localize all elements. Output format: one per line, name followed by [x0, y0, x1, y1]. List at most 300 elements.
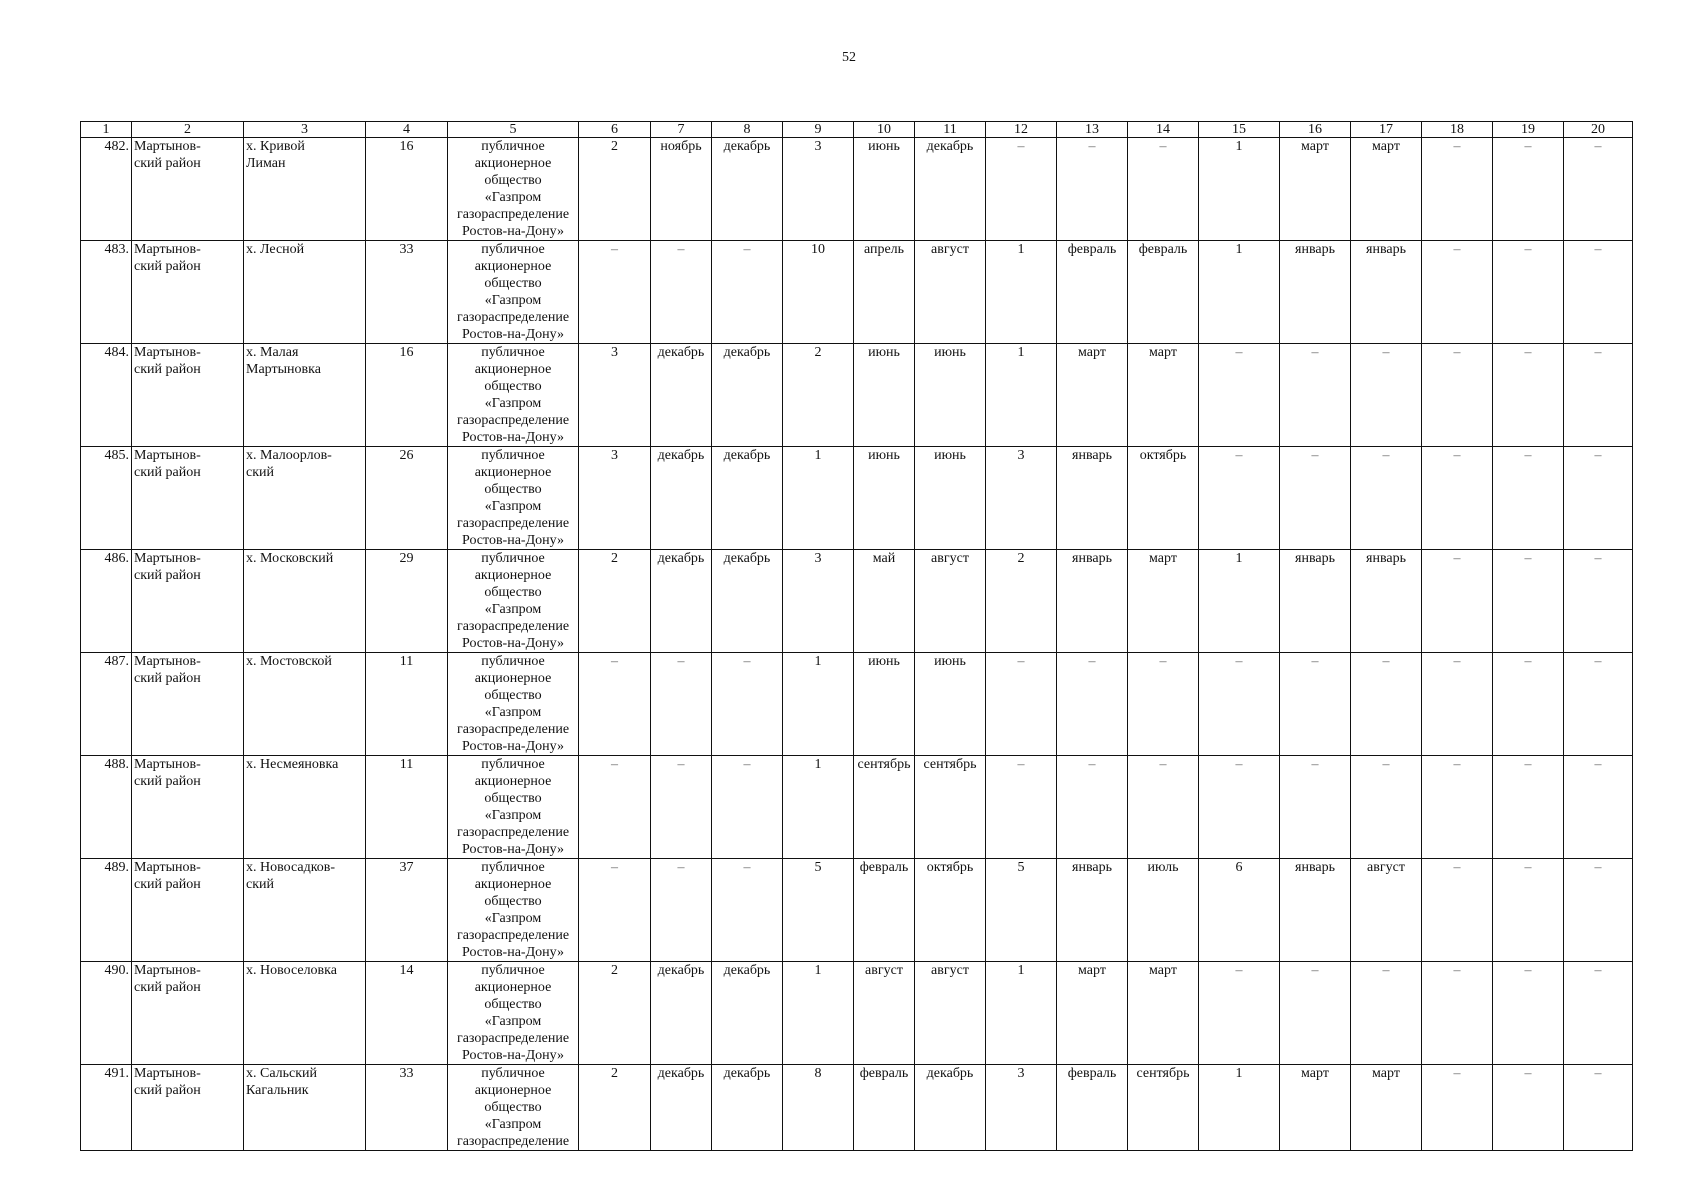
- owner-line: акционерное: [474, 774, 552, 789]
- owner-line: газораспределение: [456, 722, 570, 737]
- owner-line: газораспределение: [456, 310, 570, 325]
- owner-line: «Газпром: [484, 1117, 542, 1132]
- cell-c13: февраль: [1057, 1065, 1128, 1151]
- cell-c19: –: [1493, 653, 1564, 756]
- cell-c14: октябрь: [1128, 447, 1199, 550]
- owner-line: общество: [484, 585, 542, 600]
- settlement-cell: [244, 241, 366, 344]
- settlement-cell: [244, 859, 366, 962]
- owner-line: Ростов-на-Дону»: [462, 636, 564, 651]
- settlement-cell: [244, 344, 366, 447]
- cell-c13: –: [1057, 138, 1128, 241]
- cell-c7: ноябрь: [651, 138, 712, 241]
- cell-c9: 2: [783, 344, 854, 447]
- row-number: 486.: [81, 550, 132, 653]
- cell-c14: –: [1128, 653, 1199, 756]
- cell-c11: август: [915, 550, 986, 653]
- cell-c9: 8: [783, 1065, 854, 1151]
- district-line: ский район: [134, 877, 201, 892]
- cell-c12: 5: [986, 859, 1057, 962]
- row-number: 490.: [81, 962, 132, 1065]
- district-line: Мартынов-: [134, 448, 201, 463]
- cell-c15: –: [1199, 653, 1280, 756]
- cell-c19: –: [1493, 344, 1564, 447]
- district-line: ский район: [134, 156, 201, 171]
- owner-line: акционерное: [474, 259, 552, 274]
- settlement-line: х. Новоселовка: [246, 963, 337, 978]
- owner-line: акционерное: [474, 980, 552, 995]
- owner-line: «Газпром: [484, 190, 542, 205]
- owner-cell: [448, 344, 579, 447]
- cell-c8: декабрь: [712, 1065, 783, 1151]
- cell-c20: –: [1564, 344, 1633, 447]
- cell-c6: 2: [579, 1065, 651, 1151]
- owner-line: акционерное: [474, 156, 552, 171]
- cell-c8: декабрь: [712, 344, 783, 447]
- owner-line: общество: [484, 173, 542, 188]
- cell-c9: 1: [783, 756, 854, 859]
- settlement-line: х. Малая: [246, 345, 299, 360]
- cell-c13: март: [1057, 344, 1128, 447]
- settlement-line: х. Несмеяновка: [246, 757, 339, 772]
- cell-c20: –: [1564, 550, 1633, 653]
- district-cell: [132, 138, 244, 241]
- settlement-line: ский: [246, 465, 274, 480]
- cell-c10: апрель: [854, 241, 915, 344]
- column-number-2: 2: [132, 122, 244, 138]
- cell-c9: 1: [783, 653, 854, 756]
- cell-c19: –: [1493, 756, 1564, 859]
- cell-c12: –: [986, 138, 1057, 241]
- owner-line: Ростов-на-Дону»: [462, 945, 564, 960]
- object-count: 14: [366, 962, 448, 1065]
- row-number: 489.: [81, 859, 132, 962]
- owner-line: акционерное: [474, 1083, 552, 1098]
- district-line: Мартынов-: [134, 654, 201, 669]
- district-line: Мартынов-: [134, 345, 201, 360]
- owner-line: общество: [484, 482, 542, 497]
- cell-c18: –: [1422, 447, 1493, 550]
- cell-c13: март: [1057, 962, 1128, 1065]
- cell-c6: –: [579, 859, 651, 962]
- owner-line: общество: [484, 1100, 542, 1115]
- owner-line: Ростов-на-Дону»: [462, 1048, 564, 1063]
- table-row: [81, 344, 1633, 447]
- cell-c17: январь: [1351, 241, 1422, 344]
- cell-c9: 10: [783, 241, 854, 344]
- cell-c19: –: [1493, 241, 1564, 344]
- cell-c7: –: [651, 653, 712, 756]
- cell-c17: –: [1351, 756, 1422, 859]
- column-number-9: 9: [783, 122, 854, 138]
- district-cell: [132, 859, 244, 962]
- settlement-line: х. Кривой: [246, 139, 305, 154]
- cell-c19: –: [1493, 859, 1564, 962]
- settlement-cell: [244, 447, 366, 550]
- settlement-cell: [244, 138, 366, 241]
- row-number: 487.: [81, 653, 132, 756]
- cell-c20: –: [1564, 447, 1633, 550]
- cell-c17: март: [1351, 1065, 1422, 1151]
- cell-c10: август: [854, 962, 915, 1065]
- settlement-line: х. Новосадков-: [246, 860, 336, 875]
- cell-c14: сентябрь: [1128, 1065, 1199, 1151]
- cell-c20: –: [1564, 962, 1633, 1065]
- owner-line: публичное: [481, 242, 545, 257]
- cell-c18: –: [1422, 756, 1493, 859]
- cell-c17: март: [1351, 138, 1422, 241]
- cell-c8: декабрь: [712, 550, 783, 653]
- cell-c6: –: [579, 241, 651, 344]
- cell-c15: 1: [1199, 138, 1280, 241]
- owner-line: «Газпром: [484, 602, 542, 617]
- cell-c11: декабрь: [915, 1065, 986, 1151]
- cell-c18: –: [1422, 1065, 1493, 1151]
- cell-c13: –: [1057, 756, 1128, 859]
- owner-line: акционерное: [474, 465, 552, 480]
- owner-line: Ростов-на-Дону»: [462, 224, 564, 239]
- cell-c15: –: [1199, 447, 1280, 550]
- district-line: ский район: [134, 568, 201, 583]
- cell-c10: февраль: [854, 1065, 915, 1151]
- owner-line: акционерное: [474, 568, 552, 583]
- object-count: 16: [366, 344, 448, 447]
- owner-line: «Газпром: [484, 396, 542, 411]
- settlement-cell: [244, 653, 366, 756]
- column-number-14: 14: [1128, 122, 1199, 138]
- cell-c16: –: [1280, 962, 1351, 1065]
- object-count: 11: [366, 653, 448, 756]
- district-line: ский район: [134, 465, 201, 480]
- cell-c8: –: [712, 241, 783, 344]
- cell-c14: –: [1128, 756, 1199, 859]
- cell-c20: –: [1564, 653, 1633, 756]
- column-number-19: 19: [1493, 122, 1564, 138]
- cell-c7: декабрь: [651, 550, 712, 653]
- cell-c11: июнь: [915, 344, 986, 447]
- cell-c8: декабрь: [712, 962, 783, 1065]
- cell-c8: декабрь: [712, 447, 783, 550]
- owner-cell: [448, 859, 579, 962]
- cell-c19: –: [1493, 447, 1564, 550]
- district-line: Мартынов-: [134, 963, 201, 978]
- owner-line: публичное: [481, 448, 545, 463]
- district-cell: [132, 962, 244, 1065]
- cell-c14: март: [1128, 550, 1199, 653]
- cell-c18: –: [1422, 241, 1493, 344]
- cell-c13: январь: [1057, 550, 1128, 653]
- column-number-4: 4: [366, 122, 448, 138]
- cell-c19: –: [1493, 138, 1564, 241]
- district-line: Мартынов-: [134, 551, 201, 566]
- settlement-cell: [244, 550, 366, 653]
- cell-c18: –: [1422, 138, 1493, 241]
- cell-c6: 2: [579, 550, 651, 653]
- owner-line: публичное: [481, 345, 545, 360]
- object-count: 33: [366, 1065, 448, 1151]
- column-number-15: 15: [1199, 122, 1280, 138]
- district-line: Мартынов-: [134, 1066, 201, 1081]
- owner-line: общество: [484, 894, 542, 909]
- cell-c7: –: [651, 756, 712, 859]
- owner-line: публичное: [481, 139, 545, 154]
- table-row: [81, 859, 1633, 962]
- owner-line: газораспределение: [456, 825, 570, 840]
- cell-c6: –: [579, 756, 651, 859]
- row-number: 491.: [81, 1065, 132, 1151]
- cell-c20: –: [1564, 138, 1633, 241]
- owner-line: акционерное: [474, 671, 552, 686]
- column-number-16: 16: [1280, 122, 1351, 138]
- owner-line: «Газпром: [484, 808, 542, 823]
- cell-c11: июнь: [915, 447, 986, 550]
- owner-cell: [448, 447, 579, 550]
- settlement-line: Лиман: [246, 156, 286, 171]
- cell-c12: 2: [986, 550, 1057, 653]
- cell-c14: март: [1128, 962, 1199, 1065]
- cell-c14: июль: [1128, 859, 1199, 962]
- district-line: Мартынов-: [134, 242, 201, 257]
- column-number-13: 13: [1057, 122, 1128, 138]
- owner-line: общество: [484, 791, 542, 806]
- column-number-8: 8: [712, 122, 783, 138]
- settlement-cell: [244, 756, 366, 859]
- district-line: ский район: [134, 259, 201, 274]
- owner-line: акционерное: [474, 362, 552, 377]
- object-count: 26: [366, 447, 448, 550]
- owner-line: общество: [484, 276, 542, 291]
- cell-c13: январь: [1057, 859, 1128, 962]
- settlement-line: Мартыновка: [246, 362, 321, 377]
- settlement-line: ский: [246, 877, 274, 892]
- object-count: 29: [366, 550, 448, 653]
- column-number-header-row: [81, 122, 1633, 138]
- cell-c20: –: [1564, 241, 1633, 344]
- page-number: 52: [842, 50, 856, 65]
- cell-c10: февраль: [854, 859, 915, 962]
- cell-c7: декабрь: [651, 447, 712, 550]
- cell-c17: август: [1351, 859, 1422, 962]
- owner-line: акционерное: [474, 877, 552, 892]
- owner-line: Ростов-на-Дону»: [462, 739, 564, 754]
- cell-c15: 6: [1199, 859, 1280, 962]
- cell-c16: –: [1280, 653, 1351, 756]
- cell-c17: –: [1351, 653, 1422, 756]
- district-cell: [132, 344, 244, 447]
- settlement-cell: [244, 962, 366, 1065]
- column-number-20: 20: [1564, 122, 1633, 138]
- cell-c11: сентябрь: [915, 756, 986, 859]
- owner-cell: [448, 138, 579, 241]
- owner-line: общество: [484, 688, 542, 703]
- cell-c12: 1: [986, 344, 1057, 447]
- owner-line: публичное: [481, 963, 545, 978]
- cell-c12: 1: [986, 241, 1057, 344]
- district-cell: [132, 241, 244, 344]
- cell-c12: –: [986, 756, 1057, 859]
- cell-c18: –: [1422, 550, 1493, 653]
- district-cell: [132, 756, 244, 859]
- cell-c6: 3: [579, 447, 651, 550]
- cell-c16: январь: [1280, 550, 1351, 653]
- cell-c11: июнь: [915, 653, 986, 756]
- owner-line: публичное: [481, 1066, 545, 1081]
- object-count: 11: [366, 756, 448, 859]
- cell-c6: –: [579, 653, 651, 756]
- cell-c18: –: [1422, 859, 1493, 962]
- owner-line: Ростов-на-Дону»: [462, 842, 564, 857]
- cell-c16: январь: [1280, 859, 1351, 962]
- cell-c13: февраль: [1057, 241, 1128, 344]
- cell-c6: 2: [579, 138, 651, 241]
- row-number: 484.: [81, 344, 132, 447]
- cell-c16: март: [1280, 1065, 1351, 1151]
- settlement-line: х. Сальский: [246, 1066, 318, 1081]
- cell-c12: 1: [986, 962, 1057, 1065]
- settlement-line: Кагальник: [246, 1083, 309, 1098]
- column-number-12: 12: [986, 122, 1057, 138]
- owner-line: газораспределение: [456, 1031, 570, 1046]
- cell-c15: 1: [1199, 550, 1280, 653]
- cell-c11: август: [915, 241, 986, 344]
- cell-c10: июнь: [854, 447, 915, 550]
- owner-line: общество: [484, 997, 542, 1012]
- column-number-17: 17: [1351, 122, 1422, 138]
- owner-cell: [448, 241, 579, 344]
- object-count: 37: [366, 859, 448, 962]
- district-line: ский район: [134, 1083, 201, 1098]
- owner-line: «Газпром: [484, 705, 542, 720]
- column-number-11: 11: [915, 122, 986, 138]
- owner-line: газораспределение: [456, 516, 570, 531]
- owner-line: «Газпром: [484, 293, 542, 308]
- settlement-line: х. Мостовской: [246, 654, 332, 669]
- table-row: [81, 241, 1633, 344]
- cell-c7: –: [651, 859, 712, 962]
- cell-c13: –: [1057, 653, 1128, 756]
- cell-c14: –: [1128, 138, 1199, 241]
- cell-c20: –: [1564, 1065, 1633, 1151]
- cell-c17: –: [1351, 962, 1422, 1065]
- object-count: 16: [366, 138, 448, 241]
- gasification-schedule-table: [80, 121, 1633, 1151]
- cell-c11: октябрь: [915, 859, 986, 962]
- owner-line: «Газпром: [484, 1014, 542, 1029]
- district-line: ский район: [134, 774, 201, 789]
- column-number-18: 18: [1422, 122, 1493, 138]
- cell-c19: –: [1493, 550, 1564, 653]
- cell-c11: август: [915, 962, 986, 1065]
- cell-c17: –: [1351, 344, 1422, 447]
- cell-c17: –: [1351, 447, 1422, 550]
- cell-c17: январь: [1351, 550, 1422, 653]
- owner-cell: [448, 1065, 579, 1151]
- table-row: [81, 550, 1633, 653]
- table-row: [81, 962, 1633, 1065]
- column-number-6: 6: [579, 122, 651, 138]
- table-row: [81, 1065, 1633, 1151]
- owner-cell: [448, 962, 579, 1065]
- owner-line: публичное: [481, 860, 545, 875]
- owner-line: общество: [484, 379, 542, 394]
- owner-cell: [448, 756, 579, 859]
- cell-c16: –: [1280, 344, 1351, 447]
- object-count: 33: [366, 241, 448, 344]
- district-line: Мартынов-: [134, 139, 201, 154]
- cell-c10: июнь: [854, 138, 915, 241]
- cell-c16: январь: [1280, 241, 1351, 344]
- table-row: [81, 653, 1633, 756]
- owner-line: Ростов-на-Дону»: [462, 533, 564, 548]
- owner-line: газораспределение: [456, 619, 570, 634]
- cell-c7: –: [651, 241, 712, 344]
- cell-c9: 1: [783, 962, 854, 1065]
- district-cell: [132, 447, 244, 550]
- cell-c11: декабрь: [915, 138, 986, 241]
- cell-c9: 1: [783, 447, 854, 550]
- table-row: [81, 756, 1633, 859]
- cell-c9: 5: [783, 859, 854, 962]
- cell-c15: 1: [1199, 1065, 1280, 1151]
- column-number-1: 1: [81, 122, 132, 138]
- row-number: 488.: [81, 756, 132, 859]
- cell-c6: 2: [579, 962, 651, 1065]
- cell-c8: –: [712, 859, 783, 962]
- district-cell: [132, 1065, 244, 1151]
- cell-c16: –: [1280, 756, 1351, 859]
- cell-c19: –: [1493, 962, 1564, 1065]
- cell-c12: –: [986, 653, 1057, 756]
- owner-line: «Газпром: [484, 911, 542, 926]
- cell-c8: –: [712, 653, 783, 756]
- owner-line: «Газпром: [484, 499, 542, 514]
- district-line: Мартынов-: [134, 860, 201, 875]
- cell-c7: декабрь: [651, 1065, 712, 1151]
- cell-c6: 3: [579, 344, 651, 447]
- owner-line: газораспределение: [456, 928, 570, 943]
- table-row: [81, 447, 1633, 550]
- cell-c13: январь: [1057, 447, 1128, 550]
- owner-cell: [448, 550, 579, 653]
- cell-c15: 1: [1199, 241, 1280, 344]
- table-body: [81, 138, 1633, 1151]
- cell-c14: март: [1128, 344, 1199, 447]
- table-row: [81, 138, 1633, 241]
- cell-c8: декабрь: [712, 138, 783, 241]
- district-line: Мартынов-: [134, 757, 201, 772]
- owner-line: публичное: [481, 757, 545, 772]
- cell-c9: 3: [783, 550, 854, 653]
- column-number-7: 7: [651, 122, 712, 138]
- cell-c7: декабрь: [651, 344, 712, 447]
- column-number-5: 5: [448, 122, 579, 138]
- cell-c18: –: [1422, 653, 1493, 756]
- cell-c10: июнь: [854, 344, 915, 447]
- cell-c7: декабрь: [651, 962, 712, 1065]
- cell-c18: –: [1422, 344, 1493, 447]
- owner-line: газораспределение: [456, 413, 570, 428]
- cell-c16: –: [1280, 447, 1351, 550]
- cell-c14: февраль: [1128, 241, 1199, 344]
- district-line: ский район: [134, 980, 201, 995]
- cell-c16: март: [1280, 138, 1351, 241]
- district-cell: [132, 550, 244, 653]
- owner-line: газораспределение: [456, 207, 570, 222]
- row-number: 482.: [81, 138, 132, 241]
- cell-c20: –: [1564, 859, 1633, 962]
- owner-line: Ростов-на-Дону»: [462, 327, 564, 342]
- settlement-line: х. Малоорлов-: [246, 448, 332, 463]
